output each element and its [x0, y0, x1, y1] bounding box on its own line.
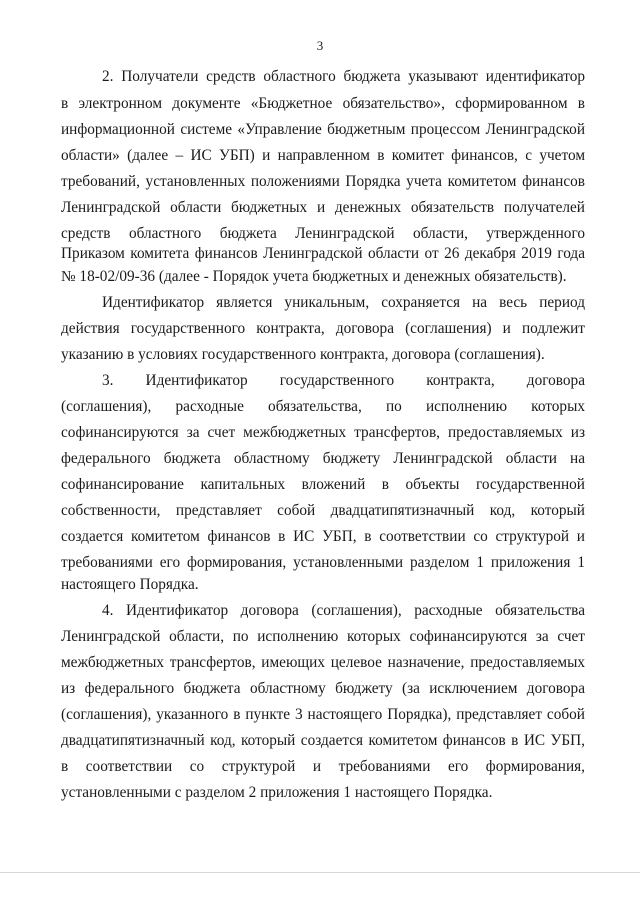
text-line: 2. Получатели средств областного бюджета указывают идентификатор — [102, 68, 585, 85]
text-line: из федерального бюджета областному бюджету (за исключением договора — [61, 680, 585, 697]
text-line: межбюджетных трансфертов, имеющих целевое назначение, предоставляемых — [61, 654, 585, 671]
text-line: Идентификатор является уникальным, сохраняется на весь период — [102, 294, 585, 311]
text-line: Приказом комитета финансов Ленинградской области от 26 декабря 2019 года — [61, 245, 585, 262]
page-number: 3 — [316, 38, 324, 53]
text-line: требованиями его формирования, установленными разделом 1 приложения 1 — [61, 554, 585, 571]
text-line: Ленинградской области, по исполнению которых софинансируются за счет — [61, 628, 585, 645]
text-line: (соглашения), расходные обязательства, по исполнению которых — [61, 398, 585, 415]
text-line: в электронном документе «Бюджетное обязательство», сформированном в — [61, 95, 585, 112]
text-line: софинансирование капитальных вложений в объекты государственной — [61, 476, 585, 493]
text-line: № 18-02/09-36 (далее - Порядок учета бюджетных и денежных обязательств). — [61, 268, 567, 285]
text-line: создается комитетом финансов в ИС УБП, в соответствии со структурой и — [61, 528, 585, 545]
text-line: информационной системе «Управление бюджетным процессом Ленинградской — [61, 121, 585, 138]
text-line: софинансируются за счет межбюджетных трансфертов, предоставляемых из — [61, 424, 585, 441]
text-line: в соответствии со структурой и требованиями его формирования, — [61, 758, 585, 775]
text-line: указанию в условиях государственного контракта, договора (соглашения). — [61, 346, 545, 363]
text-line: Ленинградской области бюджетных и денежных обязательств получателей — [61, 199, 585, 216]
text-line: области» (далее – ИС УБП) и направленном в комитет финансов, с учетом — [61, 147, 585, 164]
text-line: 4. Идентификатор договора (соглашения), расходные обязательства — [102, 602, 585, 619]
text-line: настоящего Порядка. — [61, 576, 199, 593]
text-line: 3. Идентификатор государственного контракта, договора — [102, 372, 585, 389]
text-line: двадцатипятизначный код, который создается комитетом финансов в ИС УБП, — [61, 732, 585, 749]
text-line: требований, установленных положениями Порядка учета комитетом финансов — [61, 173, 585, 190]
text-line: установленными с разделом 2 приложения 1 настоящего Порядка. — [61, 784, 493, 801]
page-bottom-edge — [0, 872, 640, 873]
text-line: действия государственного контракта, договора (соглашения) и подлежит — [61, 320, 585, 337]
text-line: средств областного бюджета Ленинградской области, утвержденного — [61, 225, 585, 242]
text-line: федерального бюджета областному бюджету Ленинградской области на — [61, 450, 585, 467]
text-line: (соглашения), указанного в пункте 3 настоящего Порядка), представляет собой — [61, 706, 585, 723]
text-line: собственности, представляет собой двадцатипятизначный код, который — [61, 502, 585, 519]
